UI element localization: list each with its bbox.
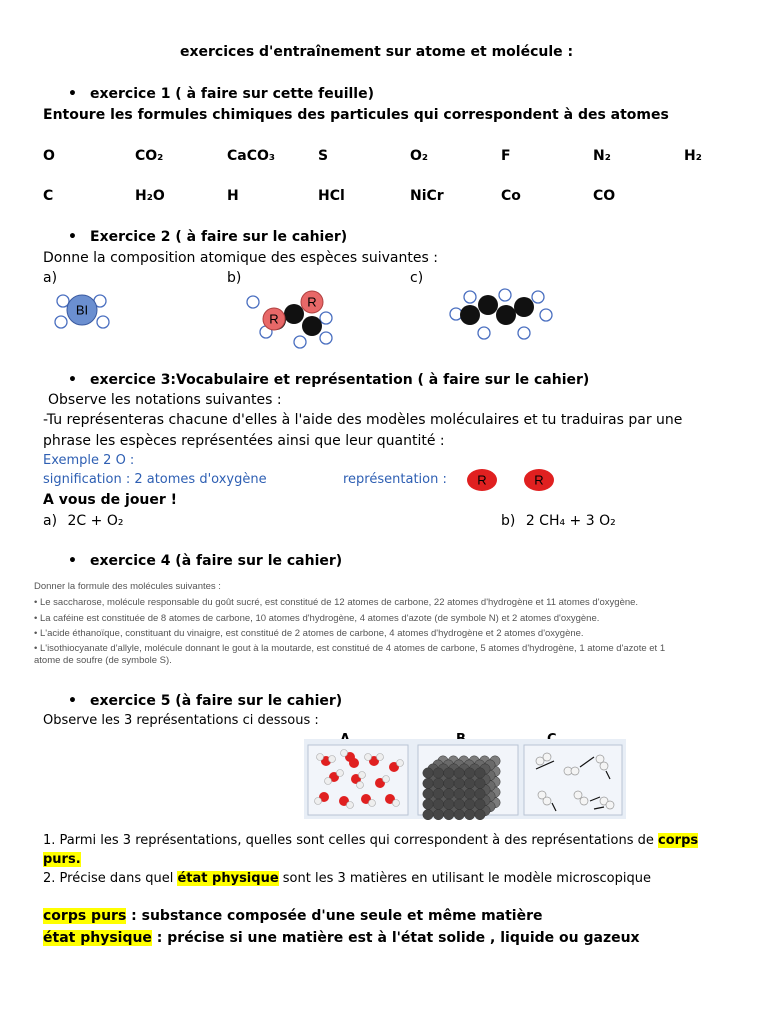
solid-particle — [433, 789, 443, 799]
ex5-q1-highlight-a: corps — [658, 833, 699, 848]
definition-term: état physique — [43, 930, 152, 946]
solid-particle — [444, 809, 454, 819]
ex4-item: atome de soufre (de symbole S). — [34, 655, 172, 666]
solid-particle — [423, 778, 433, 788]
ex5-q1-highlight-b: purs. — [43, 852, 81, 867]
formula[interactable]: N₂ — [593, 148, 611, 164]
definition-corps-purs — [43, 908, 543, 924]
bi-atom-label: BI — [75, 302, 89, 318]
ex4-item: • Le saccharose, molécule responsable du goût sucré, est constitué de 12 atomes de carbone, 22 atomes d'hydrogène et 11 atomes d'oxygène. — [34, 597, 639, 608]
definition-etat-physique — [43, 930, 640, 946]
oxygen-pair-diagram — [466, 468, 556, 494]
solid-particle — [423, 799, 433, 809]
solid-particle — [454, 789, 464, 799]
solid-particle — [464, 799, 474, 809]
definition-text: : substance composée d'une seule et même matière — [126, 908, 543, 924]
molecule-a-diagram — [50, 285, 120, 335]
ex3-line1: Observe les notations suivantes : — [48, 392, 282, 408]
solid-particle — [423, 768, 433, 778]
ex4-heading: • exercice 4 (à faire sur le cahier) — [90, 553, 342, 569]
solid-particle — [475, 809, 485, 819]
carbon-atom — [284, 304, 304, 324]
ex3-line3: phrase les espèces représentées ainsi que leur quantité : — [43, 433, 445, 449]
ex3-item-b — [501, 513, 616, 529]
solid-particle — [454, 768, 464, 778]
page-title: exercices d'entraînement sur atome et molécule : — [180, 44, 574, 60]
solid-particle — [475, 768, 485, 778]
ex2-label-a: a) — [43, 270, 58, 286]
formula[interactable]: O — [43, 148, 55, 164]
carbon-atom — [514, 297, 534, 317]
solid-particle — [444, 778, 454, 788]
ex3-heading: • exercice 3:Vocabulaire et représentation ( à faire sur le cahier) — [90, 372, 589, 388]
formula[interactable]: HCl — [318, 188, 345, 204]
r-atom-label: R — [269, 311, 279, 327]
definition-term: corps purs — [43, 908, 127, 924]
ex5-q2-start: 2. Précise dans quel — [43, 871, 174, 886]
ex1-heading: • exercice 1 ( à faire sur cette feuille) — [90, 86, 374, 102]
solid-particle — [454, 799, 464, 809]
ex2-label-b: b) — [227, 270, 242, 286]
formula[interactable]: CO — [593, 188, 616, 204]
solid-particle — [433, 778, 443, 788]
ex3-example-repr: représentation : — [343, 472, 447, 487]
ex4-item: • La caféine est constituée de 8 atomes de carbone, 10 atomes d'hydrogène, 4 atomes d'azote (de symbole N) et 2 atomes d'oxygène. — [34, 613, 600, 624]
hydrogen-atom — [57, 295, 69, 307]
ex5-heading: • exercice 5 (à faire sur le cahier) — [90, 693, 342, 709]
oxygen-atom-label: R — [477, 472, 487, 488]
ex5-q2-end: sont les 3 matières en utilisant le modèle microscopique — [282, 871, 651, 886]
formula[interactable]: C — [43, 188, 54, 204]
ex2-heading: • Exercice 2 ( à faire sur le cahier) — [90, 229, 347, 245]
molecule-b-diagram — [238, 290, 348, 350]
formula[interactable]: CO₂ — [135, 148, 164, 164]
solid-particle — [433, 768, 443, 778]
solid-particle — [464, 768, 474, 778]
ex2-instruction: Donne la composition atomique des espèces suivantes : — [43, 250, 438, 266]
solid-particle — [444, 768, 454, 778]
solid-particle — [444, 799, 454, 809]
formula[interactable]: S — [318, 148, 329, 164]
solid-particle — [423, 789, 433, 799]
ex4-item: • L'isothiocyanate d'allyle, molécule donnant le gout à la moutarde, est constitué de 4 atomes de carbone, 5 atomes d'hydrogène, 1 atome d'azote et 1 — [34, 643, 666, 654]
hydrogen-atom — [55, 316, 67, 328]
solid-particle — [454, 809, 464, 819]
carbon-atom — [496, 305, 516, 325]
ex5-question-1-cont — [43, 852, 81, 867]
solid-particle — [464, 789, 474, 799]
ex3-your-turn: A vous de jouer ! — [43, 492, 178, 508]
oxygen-atom-label: R — [534, 472, 544, 488]
formula[interactable]: H₂O — [135, 188, 165, 204]
ex3-item-a — [43, 513, 123, 529]
hydrogen-atom — [97, 316, 109, 328]
solid-particle — [423, 809, 433, 819]
ex2-label-c: c) — [410, 270, 424, 286]
carbon-atom — [460, 305, 480, 325]
formula[interactable]: O₂ — [410, 148, 429, 164]
r-atom-label: R — [307, 294, 317, 310]
solid-particle — [464, 809, 474, 819]
ex3-item-b-label: b) — [501, 513, 516, 529]
carbon-atom — [302, 316, 322, 336]
ex1-instruction: Entoure les formules chimiques des particules qui correspondent à des atomes — [43, 107, 669, 123]
ex5-q1-text: 1. Parmi les 3 représentations, quelles sont celles qui correspondent à des représentations de — [43, 833, 654, 848]
ex3-item-b-formula: 2 CH₄ + 3 O₂ — [525, 513, 616, 529]
formula[interactable]: NiCr — [410, 188, 444, 204]
solid-cube — [423, 756, 500, 820]
solid-particle — [464, 778, 474, 788]
solid-particle — [433, 799, 443, 809]
solid-particle — [444, 789, 454, 799]
ex5-question-1 — [43, 833, 698, 848]
solid-particle — [475, 799, 485, 809]
particle-panels — [304, 739, 626, 819]
definition-text: : précise si une matière est à l'état solide , liquide ou gazeux — [151, 930, 640, 946]
formula[interactable]: F — [501, 148, 511, 164]
solid-particle — [475, 778, 485, 788]
formula[interactable]: CaCO₃ — [227, 148, 276, 164]
ex3-item-a-formula: 2C + O₂ — [67, 513, 124, 529]
carbon-atom — [478, 295, 498, 315]
ex3-item-a-label: a) — [43, 513, 58, 529]
ex3-example-title: Exemple 2 O : — [43, 453, 135, 468]
solid-particle — [454, 778, 464, 788]
formula[interactable]: Co — [501, 188, 521, 204]
ex5-q2-highlight: état physique — [177, 871, 279, 886]
ex3-example-meaning: signification : 2 atomes d'oxygène — [43, 472, 267, 487]
ex4-intro: Donner la formule des molécules suivantes : — [34, 581, 221, 592]
ex5-instruction: Observe les 3 représentations ci dessous : — [43, 713, 319, 728]
ex5-question-2 — [43, 871, 651, 886]
molecule-c-diagram — [442, 285, 562, 345]
ex4-item: • L'acide éthanoïque, constituant du vinaigre, est constitué de 2 atomes de carbone, 4 atomes d'hydrogène et 2 atomes d'oxygène. — [34, 628, 584, 639]
formula[interactable]: H — [227, 188, 239, 204]
solid-particle — [475, 789, 485, 799]
ex3-line2: -Tu représenteras chacune d'elles à l'aide des modèles moléculaires et tu traduiras par une — [43, 412, 683, 428]
formula[interactable]: H₂ — [684, 148, 702, 164]
solid-particle — [433, 809, 443, 819]
